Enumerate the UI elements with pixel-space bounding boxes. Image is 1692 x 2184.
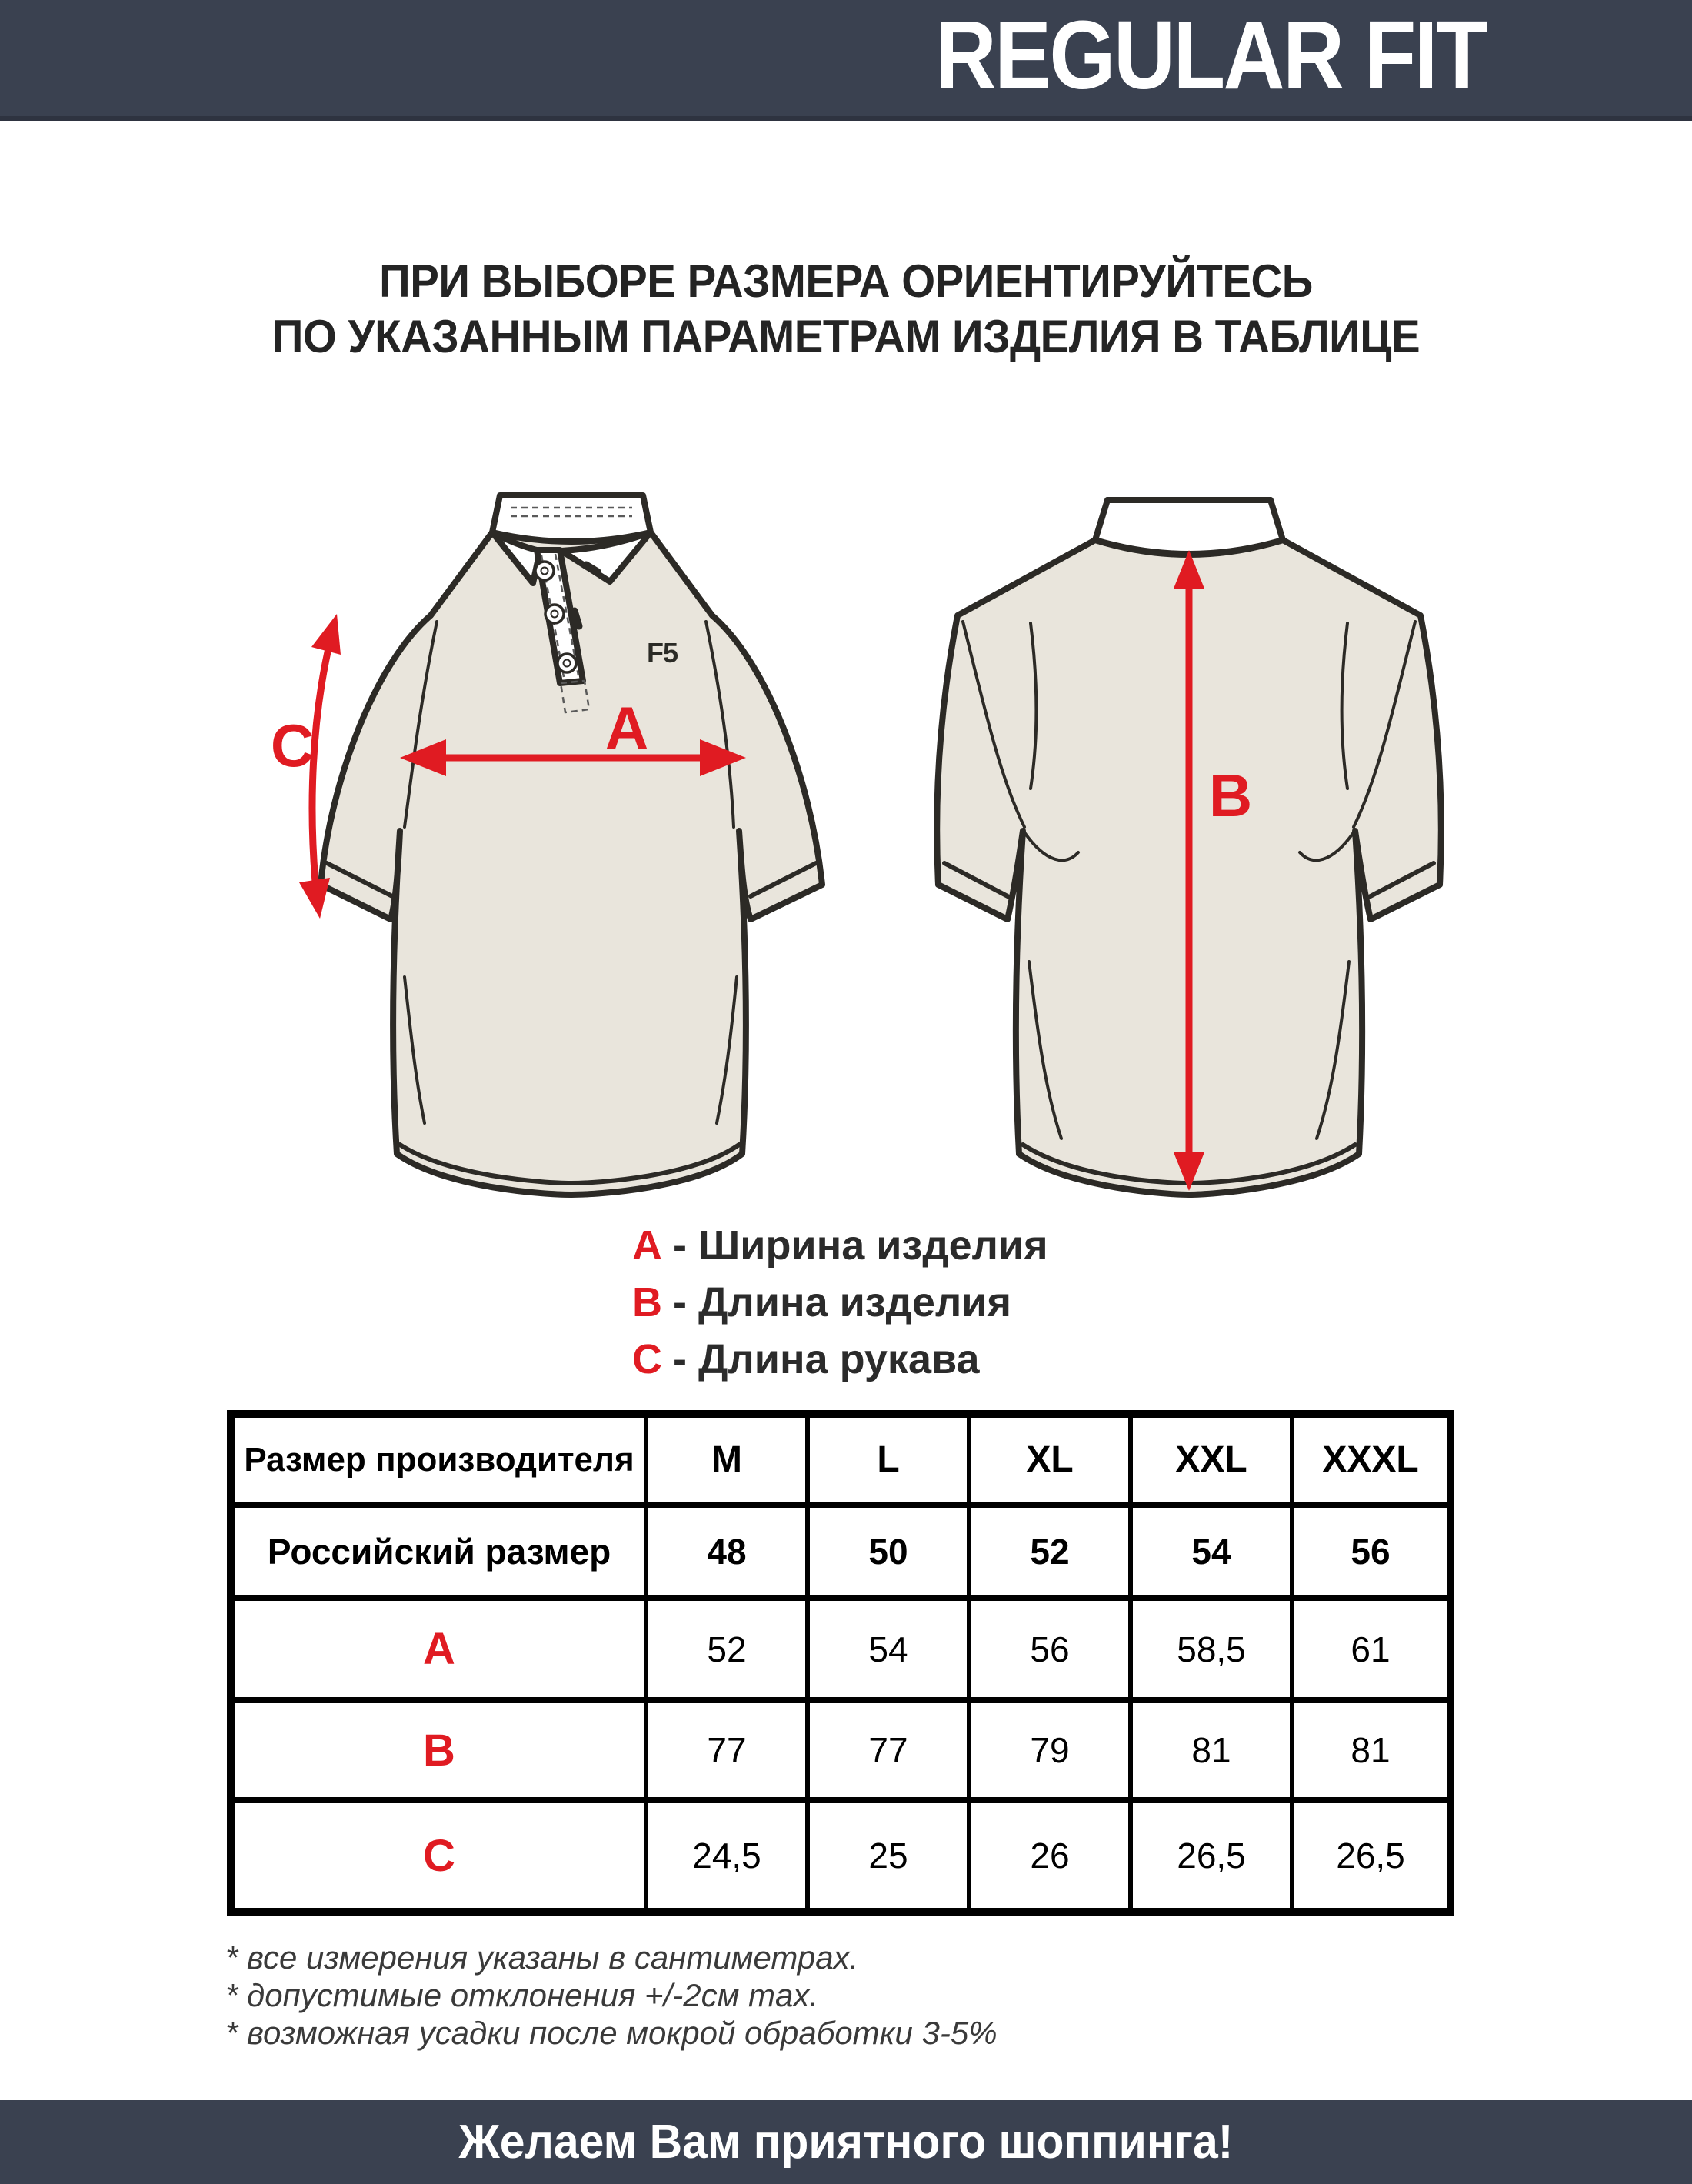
button-1 [535, 562, 554, 580]
button-3 [558, 654, 576, 672]
table-cell: 58,5 [1133, 1601, 1290, 1697]
button-2 [545, 605, 564, 623]
measurement-legend [632, 1217, 1048, 1388]
table-header-russian-size: Российский размер [235, 1508, 644, 1595]
table-cell: 54 [810, 1601, 967, 1697]
measure-label-a: A [605, 694, 649, 762]
table-cell: 56 [971, 1601, 1128, 1697]
table-cell: 52 [971, 1508, 1128, 1595]
legend-letter-c: C [632, 1336, 662, 1382]
front-shirt-diagram [254, 485, 838, 1200]
table-header-manufacturer-size: Размер производителя [235, 1418, 644, 1502]
table-cell: 81 [1294, 1703, 1447, 1797]
table-cell: 48 [648, 1508, 805, 1595]
size-table [227, 1410, 1454, 1916]
table-cell: 52 [648, 1601, 805, 1697]
table-row-label-c: C [235, 1803, 644, 1908]
legend-text-c: - Длина рукава [673, 1336, 980, 1382]
bottom-bar [0, 2100, 1692, 2184]
heading-line-1: ПРИ ВЫБОРЕ РАЗМЕРА ОРИЕНТИРУЙТЕСЬ [379, 255, 1313, 307]
footnotes [225, 1939, 998, 2052]
footnote-tolerance: * допустимые отклонения +/-2см max. [225, 1977, 819, 2013]
table-cell: 79 [971, 1703, 1128, 1797]
heading-line-2: ПО УКАЗАННЫМ ПАРАМЕТРАМ ИЗДЕЛИЯ В ТАБЛИЦЕ [271, 311, 1421, 362]
table-size-xxl: XXL [1133, 1418, 1290, 1502]
table-cell: 26 [971, 1803, 1128, 1908]
fit-type-title: REGULAR FIT [934, 0, 1486, 109]
table-cell: 77 [810, 1703, 967, 1797]
size-instruction-heading [51, 254, 1641, 365]
measure-label-b: B [1208, 762, 1253, 829]
table-cell: 26,5 [1133, 1803, 1290, 1908]
table-cell: 25 [810, 1803, 967, 1908]
brand-logo: F5 [646, 637, 678, 669]
table-row-label-b: B [235, 1703, 644, 1797]
table-size-xl: XL [971, 1418, 1128, 1502]
table-cell: 56 [1294, 1508, 1447, 1595]
legend-text-a: - Ширина изделия [673, 1222, 1048, 1269]
legend-text-b: - Длина изделия [673, 1279, 1011, 1325]
table-cell: 24,5 [648, 1803, 805, 1908]
footnote-shrinkage: * возможная усадки после мокрой обработки 3-5% [225, 2015, 998, 2051]
legend-letter-a: A [632, 1222, 662, 1269]
table-cell: 61 [1294, 1601, 1447, 1697]
table-cell: 50 [810, 1508, 967, 1595]
table-cell: 77 [648, 1703, 805, 1797]
back-shirt-diagram [915, 485, 1454, 1208]
bottom-bar-message: Желаем Вам приятного шоппинга! [458, 2116, 1234, 2169]
measure-label-c: C [270, 712, 315, 779]
buttonhole-mark-2 [575, 611, 579, 626]
legend-item-a [632, 1217, 1048, 1274]
legend-item-c [632, 1331, 1048, 1388]
table-size-m: M [648, 1418, 805, 1502]
table-cell: 81 [1133, 1703, 1290, 1797]
legend-letter-b: B [632, 1279, 662, 1325]
table-cell: 54 [1133, 1508, 1290, 1595]
footnote-units: * все измерения указаны в сантиметрах. [225, 1939, 859, 1976]
table-size-l: L [810, 1418, 967, 1502]
table-row-label-a: A [235, 1601, 644, 1697]
polo-back-collar [1095, 500, 1283, 554]
top-bar [0, 0, 1692, 121]
table-size-xxxl: XXXL [1294, 1418, 1447, 1502]
table-cell: 26,5 [1294, 1803, 1447, 1908]
legend-item-b [632, 1274, 1048, 1331]
